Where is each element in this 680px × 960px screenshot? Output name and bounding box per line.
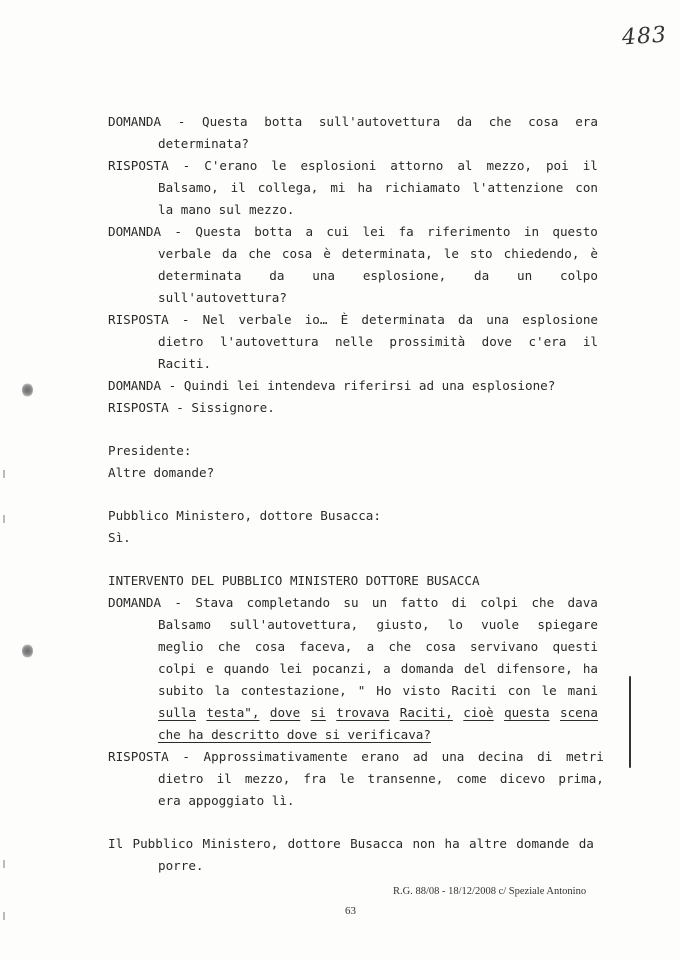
text-line: meglio che cosa faceva, a che cosa servivano questi	[158, 639, 598, 654]
text-line: la mano sul mezzo.	[158, 202, 295, 217]
text-line: RISPOSTA - Approssimativamente erano ad una decina di metri	[108, 749, 604, 764]
page-number: 63	[345, 905, 356, 917]
text-line: Il Pubblico Ministero, dottore Busacca non ha altre domande da	[108, 836, 594, 851]
text-line: DOMANDA - Stava completando su un fatto di colpi che dava	[108, 595, 598, 610]
margin-tick	[3, 470, 5, 478]
text-line: DOMANDA - Quindi lei intendeva riferirsi ad una esplosione?	[108, 378, 556, 393]
text-line: DOMANDA - Questa botta sull'autovettura da che cosa era	[108, 114, 598, 129]
text-line: RISPOSTA - Sissignore.	[108, 400, 275, 415]
text-line: porre.	[158, 858, 204, 873]
margin-tick	[3, 860, 5, 868]
punch-hole-top	[22, 383, 33, 397]
text-line: Balsamo sull'autovettura, giusto, lo vuole spiegare	[158, 617, 598, 632]
text-line: sull'autovettura?	[158, 290, 287, 305]
handwritten-page-number: 483	[621, 22, 668, 51]
punch-hole-bottom	[22, 644, 33, 658]
text-line: Sì.	[108, 530, 131, 545]
text-line: RISPOSTA - Nel verbale io… È determinata da una esplosione	[108, 312, 598, 327]
text-line: sulla testa", dove si trovava Raciti, cioè questa scena	[158, 705, 598, 720]
margin-tick	[3, 515, 5, 523]
text-line: INTERVENTO DEL PUBBLICO MINISTERO DOTTORE BUSACCA	[108, 573, 480, 588]
text-line: dietro il mezzo, fra le transenne, come dicevo prima,	[158, 771, 604, 786]
text-line: determinata?	[158, 136, 249, 151]
text-line: colpi e quando lei pocanzi, a domanda del difensore, ha	[158, 661, 598, 676]
text-line: Balsamo, il collega, mi ha richiamato l'attenzione con	[158, 180, 598, 195]
footer-reference: R.G. 88/08 - 18/12/2008 c/ Speziale Antonino	[393, 886, 587, 897]
text-line: che ha descritto dove si verificava?	[158, 727, 431, 742]
text-line: RISPOSTA - C'erano le esplosioni attorno al mezzo, poi il	[108, 158, 598, 173]
text-line: Presidente:	[108, 443, 192, 458]
text-line: DOMANDA - Questa botta a cui lei fa riferimento in questo	[108, 224, 598, 239]
text-line: determinata da una esplosione, da un colpo	[158, 268, 598, 283]
text-line: verbale da che cosa è determinata, le sto chiedendo, è	[158, 246, 598, 261]
text-line: Pubblico Ministero, dottore Busacca:	[108, 508, 381, 523]
text-line: subito la contestazione, " Ho visto Raciti con le mani	[158, 683, 598, 698]
text-line: Altre domande?	[108, 465, 215, 480]
text-line: dietro l'autovettura nelle prossimità dove c'era il	[158, 334, 598, 349]
text-line: era appoggiato lì.	[158, 793, 295, 808]
handwritten-margin-line	[629, 676, 631, 768]
margin-tick	[3, 912, 5, 920]
text-line: Raciti.	[158, 356, 212, 371]
